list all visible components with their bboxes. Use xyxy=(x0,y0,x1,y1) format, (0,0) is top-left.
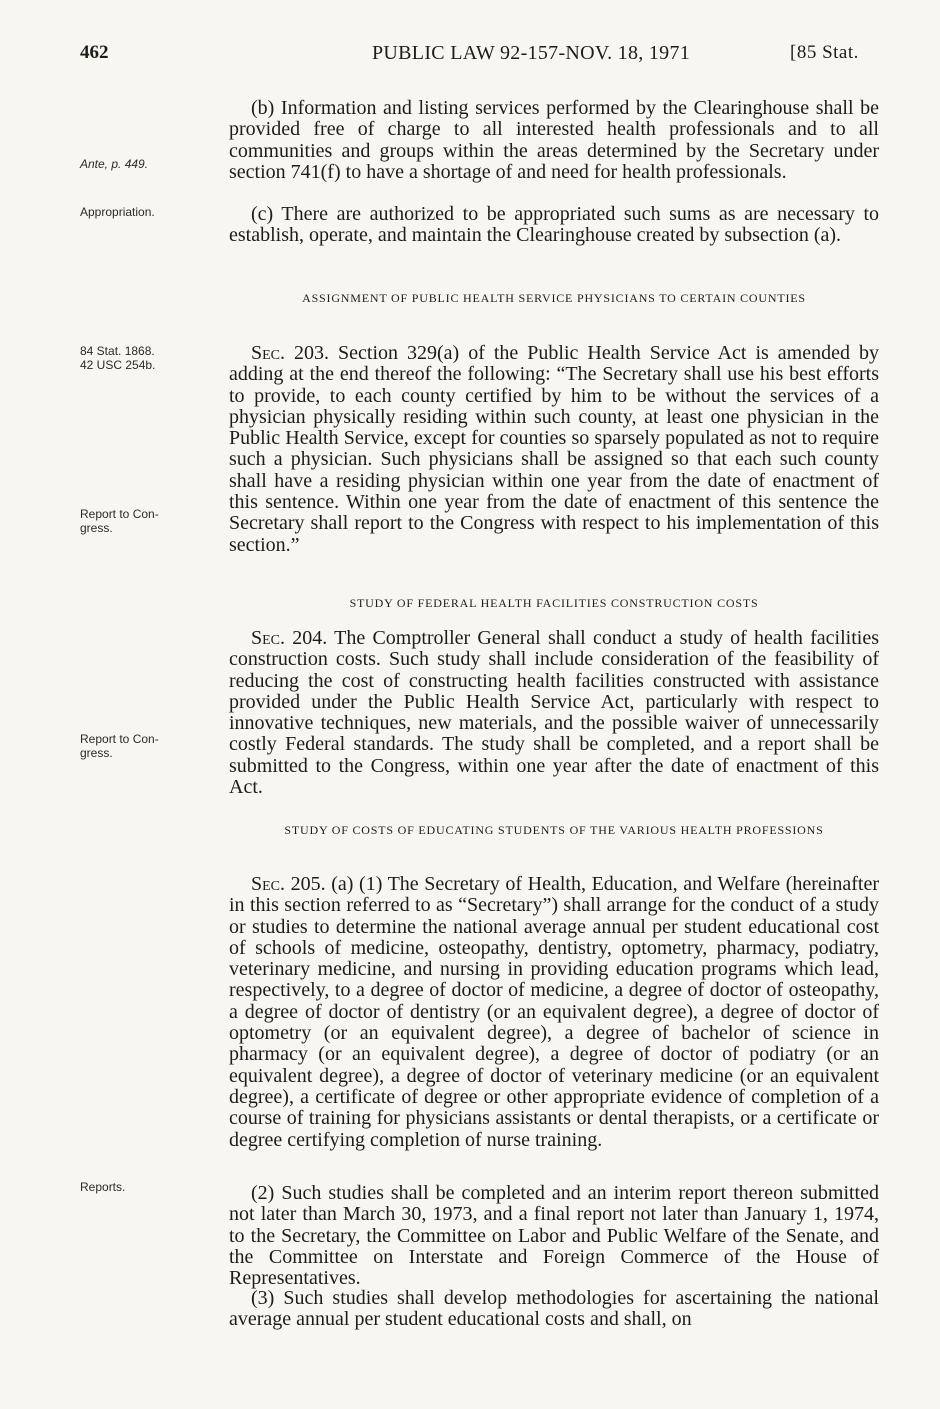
margin-note-reports: Reports. xyxy=(80,1180,126,1194)
section-text: The Comptroller General shall conduct a study of health facilities construction costs. Such study shall include consideration of the feasibility of reducing the cost of constructing health facilities constructed with assistance provided under the Public Health Service Act, particularly with respect to innovative techniques, new materials, and the possible waiver of unnecessarily costly Federal standards. The study shall be completed, and a report shall be submitted to the Congress, within one year after the date of enactment of this Act. xyxy=(229,627,880,799)
section-label: Sec. 205. xyxy=(251,873,326,895)
margin-note-line: gress. xyxy=(80,746,113,760)
margin-note-line: Report to Con- xyxy=(80,732,159,746)
section-204 xyxy=(229,628,879,798)
statute-volume: [85 Stat. xyxy=(790,42,859,63)
section-205-a1 xyxy=(229,874,879,1151)
margin-note-ante: Ante, p. 449. xyxy=(80,157,149,171)
section-heading-205: STUDY OF COSTS OF EDUCATING STUDENTS OF THE VARIOUS HEALTH PROFESSIONS xyxy=(284,823,824,837)
section-205-2: (2) Such studies shall be completed and an interim report thereon submitted not later than March 30, 1973, and a final report not later than January 1, 1974, to the Secretary, the Committee on Labor and Public Welfare of the Senate, and the Committee on Interstate and Foreign Commerce of the House of Representatives. xyxy=(229,1182,879,1290)
section-heading-203: ASSIGNMENT OF PUBLIC HEALTH SERVICE PHYSICIANS TO CERTAIN COUNTIES xyxy=(302,291,806,305)
section-heading-204: STUDY OF FEDERAL HEALTH FACILITIES CONSTRUCTION COSTS xyxy=(349,596,759,610)
paragraph-b: (b) Information and listing services performed by the Clearinghouse shall be provided free of charge to all interested health professionals and to all communities and groups within the areas determined by the Secretary under section 741(f) to have a shortage of and need for health professionals. xyxy=(229,97,879,183)
margin-note-line: 42 USC 254b. xyxy=(80,358,156,372)
page-number: 462 xyxy=(80,42,109,63)
margin-note-line: Report to Con- xyxy=(80,507,159,521)
section-label: Sec. 203. xyxy=(251,342,330,364)
running-title: PUBLIC LAW 92-157-NOV. 18, 1971 xyxy=(372,42,691,64)
section-205-3: (3) Such studies shall develop methodologies for ascertaining the national average annual per student educational costs and shall, on xyxy=(229,1287,879,1331)
margin-note-appropriation: Appropriation. xyxy=(80,205,155,219)
section-203 xyxy=(229,343,879,556)
section-text: (a) (1) The Secretary of Health, Education, and Welfare (hereinafter in this section referred to as “Secretary”) shall arrange for the conduct of a study or studies to determine the national average annual per student educational cost of schools of medicine, osteopathy, dentistry, optometry, pharmacy, podiatry, veterinary medicine, and nursing in providing education programs which lead, respectively, to a degree of doctor of medicine, a degree of doctor of osteopathy, a degree of doctor of dentistry (or an equivalent degree), a degree of doctor of optometry (or an equivalent degree), a degree of bachelor of science in pharmacy (or an equivalent degree), a degree of doctor of podiatry (or an equivalent degree), a degree of doctor of veterinary medicine (or an equivalent degree), a certificate of degree or other appropriate evidence of completion of a course of training for physicians assistants or dental therapists, or a certificate or degree certifying completion of nurse training. xyxy=(229,873,880,1151)
margin-note-line: gress. xyxy=(80,521,113,535)
margin-note-line: 84 Stat. 1868. xyxy=(80,344,155,358)
margin-note-statute-reference xyxy=(80,344,210,372)
section-label: Sec. 204. xyxy=(251,627,328,649)
margin-note-report-to-congress xyxy=(80,507,210,535)
section-text: Section 329(a) of the Public Health Service Act is amended by adding at the end thereof the following: “The Secretary shall use his best efforts to provide, to each county certified by him to be without the services of a physician physically residing within such county, at least one physician in the Public Health Service, except for counties so sparsely populated as not to require such a physician. Such physicians shall be assigned so that each such county shall have a residing physician within one year from the date of enactment of this sentence. Within one year from the date of enactment of this sentence the Secretary shall report to the Congress with respect to his implementation of this section.” xyxy=(229,342,879,556)
margin-note-report-to-congress xyxy=(80,732,210,760)
paragraph-c: (c) There are authorized to be appropriated such sums as are necessary to establish, operate, and maintain the Clearinghouse created by subsection (a). xyxy=(229,203,879,247)
